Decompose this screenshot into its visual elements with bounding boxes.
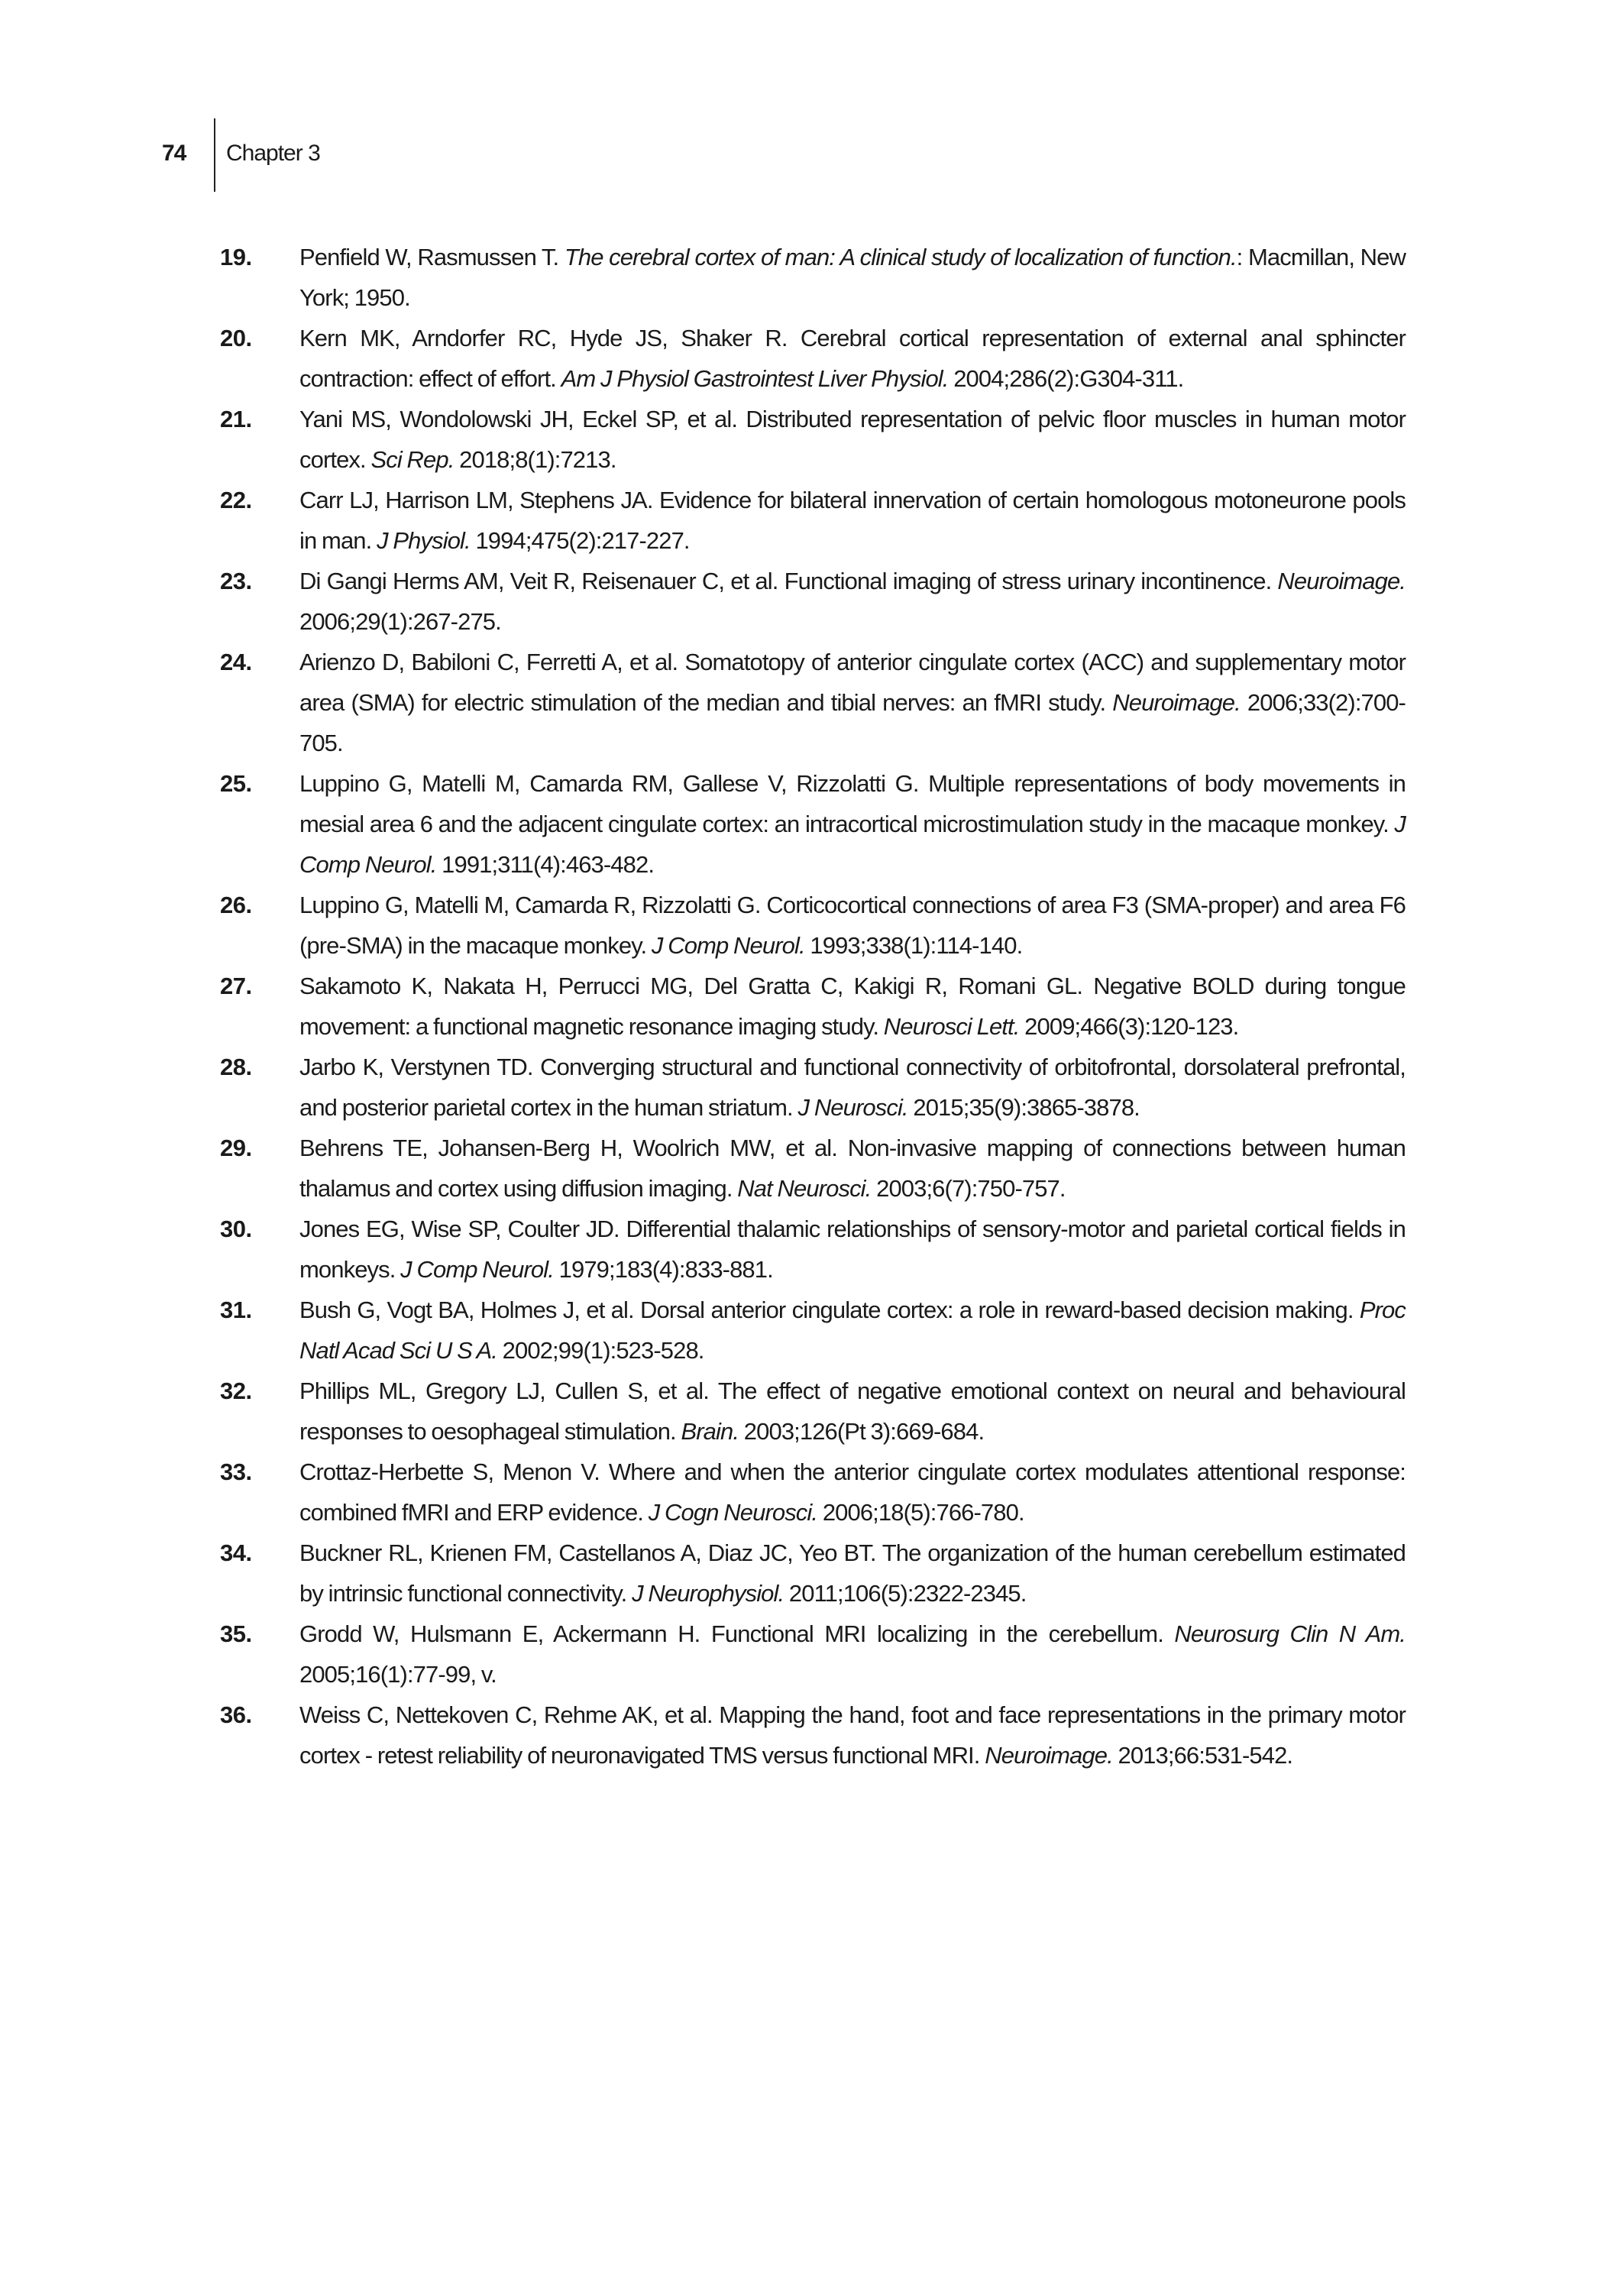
reference-text [299,1452,1406,1533]
reference-authors-title: Luppino G, Matelli M, Camarda R, Rizzolatti G. Corticocortical connections of area F3 (SMA-proper) and area F6 (pre-SMA) in the macaque monkey. [299,892,1406,959]
reference-number: 29. [220,1135,252,1161]
reference-journal: Neuroimage. [1277,568,1406,594]
reference-item [220,1128,1406,1209]
reference-number: 27. [220,973,252,999]
reference-authors-title: Jarbo K, Verstynen TD. Converging structural and functional connectivity of orbitofrontal, dorsolateral prefrontal, and posterior parietal cortex in the human striatum. [299,1054,1406,1121]
reference-item [220,885,1406,966]
reference-journal: Neuroimage. [1112,689,1241,716]
reference-text [299,480,1406,561]
reference-text [299,885,1406,966]
reference-citation: 2002;99(1):523-528. [497,1337,704,1364]
reference-authors-title: Penfield W, Rasmussen T. [299,244,565,270]
reference-citation: 2006;33(2):700-705. [299,689,1406,756]
reference-item [220,763,1406,885]
reference-text [299,1371,1406,1452]
reference-journal: The cerebral cortex of man: A clinical study of localization of function. [564,244,1237,270]
reference-journal: Neuroimage. [985,1742,1113,1769]
reference-authors-title: Di Gangi Herms AM, Veit R, Reisenauer C, et al. Functional imaging of stress urinary incontinence. [299,568,1278,594]
reference-authors-title: Kern MK, Arndorfer RC, Hyde JS, Shaker R. Cerebral cortical representation of external anal sphincter contraction: effect of effort. [299,325,1406,392]
reference-number: 34. [220,1539,252,1566]
reference-item [220,480,1406,561]
reference-journal: J Comp Neurol. [651,932,805,959]
reference-text [299,1047,1406,1128]
reference-authors-title: Jones EG, Wise SP, Coulter JD. Differential thalamic relationships of sensory-motor and parietal cortical fields in monkeys. [299,1216,1406,1283]
reference-number: 21. [220,406,252,432]
reference-text [299,1290,1406,1371]
reference-text [299,1128,1406,1209]
reference-text [299,237,1406,318]
reference-authors-title: Luppino G, Matelli M, Camarda RM, Gallese V, Rizzolatti G. Multiple representations of body movements in mesial area 6 and the adjacent cingulate cortex: an intracortical microstimulation study in the macaque monkey. [299,770,1406,837]
reference-citation: 2009;466(3):120-123. [1019,1013,1239,1040]
reference-journal: J Cogn Neurosci. [648,1499,818,1526]
reference-citation: 2004;286(2):G304-311. [948,365,1184,392]
reference-item [220,1452,1406,1533]
reference-number: 23. [220,568,252,594]
reference-journal: J Comp Neurol. [400,1256,554,1283]
reference-item [220,318,1406,399]
reference-item [220,1371,1406,1452]
reference-text [299,966,1406,1047]
reference-journal: Proc Natl Acad Sci U S A. [299,1297,1406,1364]
reference-item [220,399,1406,480]
reference-number: 22. [220,487,252,513]
reference-item [220,1047,1406,1128]
reference-journal: Am J Physiol Gastrointest Liver Physiol. [561,365,949,392]
reference-item [220,966,1406,1047]
reference-text [299,642,1406,763]
reference-authors-title: Yani MS, Wondolowski JH, Eckel SP, et al. Distributed representation of pelvic floor muscles in human motor cortex. [299,406,1406,473]
reference-authors-title: Weiss C, Nettekoven C, Rehme AK, et al. Mapping the hand, foot and face representations in the primary motor cortex - retest reliability of neuronavigated TMS versus functional MRI. [299,1701,1406,1769]
reference-journal: Brain. [681,1418,739,1445]
reference-item [220,1533,1406,1614]
reference-text [299,561,1406,642]
reference-text [299,399,1406,480]
reference-journal: J Physiol. [377,527,471,554]
reference-text [299,763,1406,885]
reference-journal: J Comp Neurol. [299,811,1406,878]
reference-citation: 1993;338(1):114-140. [804,932,1023,959]
reference-item [220,642,1406,763]
reference-journal: J Neurosci. [797,1094,908,1121]
reference-number: 33. [220,1458,252,1485]
reference-item [220,1695,1406,1776]
reference-citation: 2011;106(5):2322-2345. [784,1580,1027,1607]
reference-citation: 2006;18(5):766-780. [817,1499,1024,1526]
reference-authors-title: Crottaz-Herbette S, Menon V. Where and when the anterior cingulate cortex modulates attentional response: combined fMRI and ERP evidence. [299,1458,1406,1526]
reference-journal: Neurosci Lett. [883,1013,1020,1040]
reference-authors-title: Phillips ML, Gregory LJ, Cullen S, et al. The effect of negative emotional context on neural and behavioural responses to oesophageal stimulation. [299,1377,1406,1445]
reference-number: 32. [220,1377,252,1404]
reference-citation: 2006;29(1):267-275. [299,608,501,635]
page-number: 74 [162,141,186,166]
reference-authors-title: Carr LJ, Harrison LM, Stephens JA. Evidence for bilateral innervation of certain homologous motoneurone pools in man. [299,487,1406,554]
reference-authors-title: Buckner RL, Krienen FM, Castellanos A, Diaz JC, Yeo BT. The organization of the human cerebellum estimated by intrinsic functional connectivity. [299,1539,1406,1607]
reference-authors-title: Arienzo D, Babiloni C, Ferretti A, et al. Somatotopy of anterior cingulate cortex (ACC) and supplementary motor area (SMA) for electric stimulation of the median and tibial nerves: an fMRI study. [299,649,1406,716]
reference-text [299,1614,1406,1695]
reference-citation: 1991;311(4):463-482. [436,851,655,878]
reference-authors-title: Bush G, Vogt BA, Holmes J, et al. Dorsal anterior cingulate cortex: a role in reward-based decision making. [299,1297,1360,1323]
reference-citation: 1979;183(4):833-881. [553,1256,773,1283]
reference-citation: 2003;6(7):750-757. [871,1175,1066,1202]
reference-item [220,1209,1406,1290]
reference-citation: 2003;126(Pt 3):669-684. [739,1418,985,1445]
reference-authors-title: Sakamoto K, Nakata H, Perrucci MG, Del Gratta C, Kakigi R, Romani GL. Negative BOLD during tongue movement: a functional magnetic resonance imaging study. [299,973,1406,1040]
reference-number: 24. [220,649,252,675]
reference-citation: 2018;8(1):7213. [454,446,616,473]
reference-citation: 2015;35(9):3865-3878. [907,1094,1140,1121]
reference-journal: Sci Rep. [370,446,455,473]
reference-item [220,1614,1406,1695]
reference-journal: Neurosurg Clin N Am. [1174,1620,1406,1647]
reference-number: 25. [220,770,252,797]
reference-item [220,1290,1406,1371]
reference-number: 20. [220,325,252,351]
reference-citation: 1994;475(2):217-227. [470,527,690,554]
reference-text [299,1533,1406,1614]
reference-text [299,1209,1406,1290]
reference-number: 30. [220,1216,252,1242]
reference-item [220,561,1406,642]
chapter-title: Chapter 3 [226,141,320,166]
reference-number: 28. [220,1054,252,1080]
reference-number: 19. [220,244,252,270]
reference-text [299,1695,1406,1776]
reference-item [220,237,1406,318]
reference-text [299,318,1406,399]
reference-citation: 2013;66:531-542. [1112,1742,1293,1769]
reference-number: 35. [220,1620,252,1647]
header-divider [214,118,215,192]
reference-number: 31. [220,1297,252,1323]
reference-number: 36. [220,1701,252,1728]
reference-citation: 2005;16(1):77-99, v. [299,1661,497,1688]
reference-list [220,237,1406,1776]
reference-authors-title: Behrens TE, Johansen-Berg H, Woolrich MW, et al. Non-invasive mapping of connections between human thalamus and cortex using diffusion imaging. [299,1135,1406,1202]
reference-journal: Nat Neurosci. [737,1175,872,1202]
reference-authors-title: Grodd W, Hulsmann E, Ackermann H. Functional MRI localizing in the cerebellum. [299,1620,1175,1647]
reference-number: 26. [220,892,252,918]
reference-journal: J Neurophysiol. [632,1580,785,1607]
reference-citation: : Macmillan, New York; 1950. [299,244,1406,311]
